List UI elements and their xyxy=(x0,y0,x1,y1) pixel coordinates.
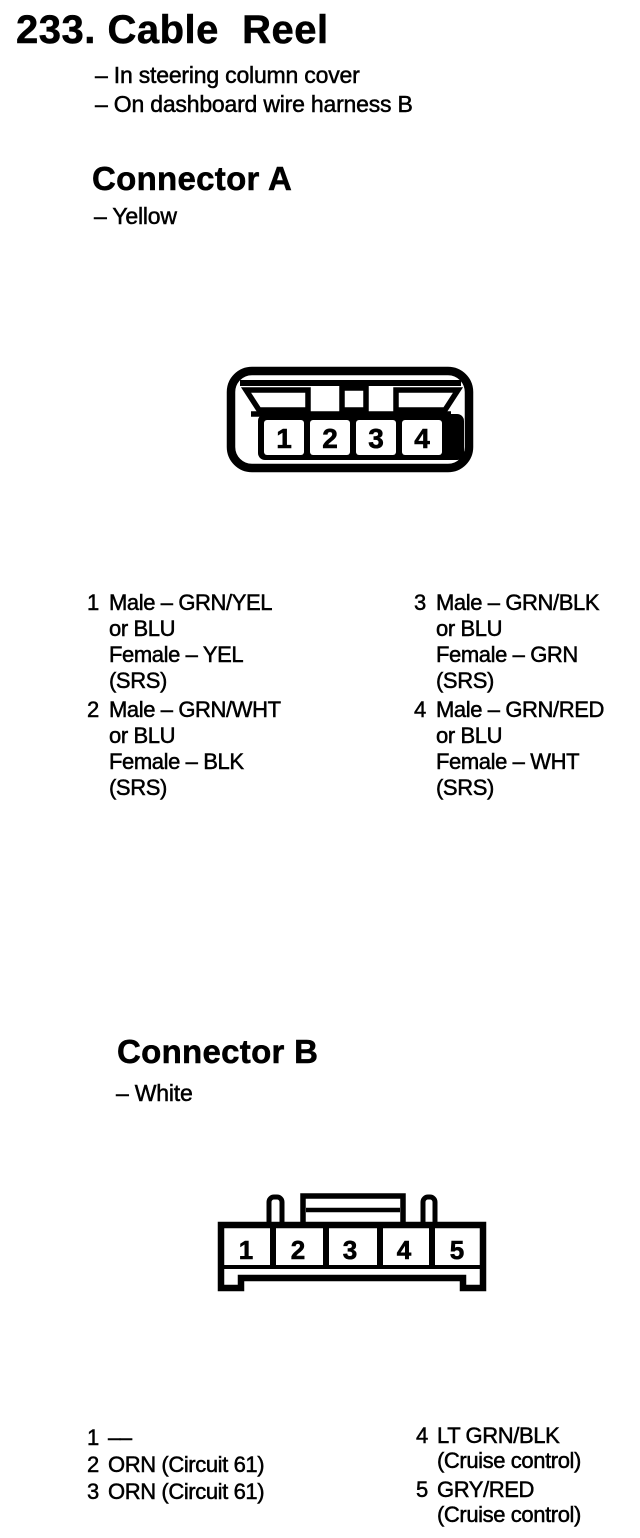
pin-number: 3 xyxy=(87,1479,99,1504)
pin-number: 1 xyxy=(87,590,99,615)
pin-desc-line: ORN (Circuit 61) xyxy=(108,1452,265,1477)
pin-entry xyxy=(414,590,604,694)
connector-a-diagram xyxy=(210,350,490,485)
connector-a-cavity-number: 4 xyxy=(414,423,430,454)
pin-description xyxy=(108,1452,264,1478)
pin-desc-line: (SRS) xyxy=(109,668,167,693)
pin-number: 2 xyxy=(87,697,99,722)
location-notes xyxy=(95,61,413,119)
connector-a-left-slot xyxy=(246,390,308,410)
page-title: 233. Cable Reel xyxy=(16,8,329,52)
connector-b-cavity-number: 2 xyxy=(290,1235,306,1265)
connector-b-pinlist-left xyxy=(87,1425,264,1506)
pin-description xyxy=(436,590,599,694)
pin-entry xyxy=(414,697,604,801)
pin-desc-line: (SRS) xyxy=(436,775,494,800)
connector-a-pinlist-right xyxy=(414,590,604,804)
pin-number: 2 xyxy=(87,1452,99,1477)
pin-description xyxy=(108,1425,132,1451)
pin-desc-line: or BLU xyxy=(436,616,503,641)
pin-desc-line: (SRS) xyxy=(436,668,494,693)
pin-desc-line: Male – GRN/BLK xyxy=(436,590,600,615)
pin-number: 3 xyxy=(414,590,426,615)
pin-number: 4 xyxy=(414,697,426,722)
pin-entry xyxy=(87,1425,264,1451)
pin-entry xyxy=(416,1477,581,1527)
connector-b-diagram xyxy=(200,1180,500,1305)
pin-entry xyxy=(87,1479,264,1505)
pin-desc-line: (Cruise control) xyxy=(437,1502,581,1527)
connector-b-cavity-number: 1 xyxy=(238,1235,254,1265)
connector-b-color-note: – White xyxy=(116,1080,193,1106)
pin-description xyxy=(108,1479,264,1505)
pin-description xyxy=(437,1423,581,1473)
pin-desc-line: Male – GRN/YEL xyxy=(109,590,273,615)
pin-desc-line: or BLU xyxy=(109,616,176,641)
pin-desc-line: ORN (Circuit 61) xyxy=(108,1479,265,1504)
pin-desc-line: or BLU xyxy=(109,723,176,748)
connector-b-cavity-number: 4 xyxy=(396,1235,412,1265)
connector-b-pinlist-right xyxy=(416,1423,581,1531)
pin-description xyxy=(109,697,281,801)
location-note-line: – On dashboard wire harness B xyxy=(95,91,413,117)
pin-desc-line: Female – YEL xyxy=(109,642,244,667)
pin-description xyxy=(436,697,604,801)
pin-desc-line: (SRS) xyxy=(109,775,167,800)
connector-b-cavity-number: 5 xyxy=(449,1235,465,1265)
connector-a-pinlist-left xyxy=(87,590,281,804)
pin-desc-line: (Cruise control) xyxy=(437,1448,581,1473)
pin-number: 1 xyxy=(87,1425,99,1450)
pin-desc-line: LT GRN/BLK xyxy=(437,1423,560,1448)
connector-b-heading: Connector B xyxy=(117,1033,319,1070)
pin-desc-line: GRY/RED xyxy=(437,1477,535,1502)
connector-a-cavity-number: 3 xyxy=(368,423,384,454)
connector-a-color-note: – Yellow xyxy=(94,203,177,229)
connector-b-cavity-number: 3 xyxy=(342,1235,358,1265)
pin-desc-line: Female – BLK xyxy=(109,749,244,774)
pin-number: 4 xyxy=(416,1423,428,1448)
pin-entry xyxy=(87,697,281,801)
pin-description xyxy=(109,590,272,694)
connector-a-cavity-number: 1 xyxy=(276,423,292,454)
pin-desc-line: Male – GRN/RED xyxy=(436,697,604,722)
pin-desc-line: Female – GRN xyxy=(436,642,578,667)
pin-desc-line: Female – WHT xyxy=(436,749,580,774)
connector-a-center-lug xyxy=(342,388,366,410)
pin-entry xyxy=(87,590,281,694)
pin-entry xyxy=(416,1423,581,1473)
pin-entry xyxy=(87,1452,264,1478)
connector-a-cavity-number: 2 xyxy=(322,423,338,454)
connector-a-right-slot xyxy=(396,390,458,410)
pin-desc-line: –– xyxy=(108,1425,132,1450)
location-note-line: – In steering column cover xyxy=(95,62,360,88)
pin-description xyxy=(437,1477,581,1527)
pin-desc-line: Male – GRN/WHT xyxy=(109,697,281,722)
pin-number: 5 xyxy=(416,1477,428,1502)
connector-a-heading: Connector A xyxy=(92,160,293,197)
pin-desc-line: or BLU xyxy=(436,723,503,748)
